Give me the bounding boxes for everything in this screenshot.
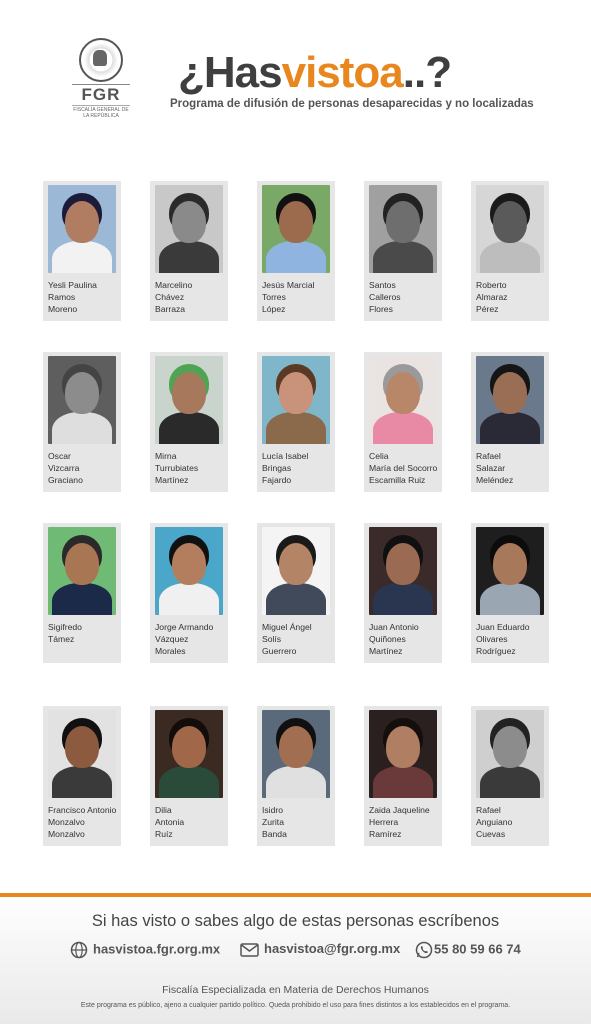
person-photo bbox=[369, 527, 437, 615]
person-name-line: Herrera bbox=[369, 817, 399, 827]
person-name-line: Vizcarra bbox=[48, 463, 80, 473]
person-name-line: Jesús Marcial bbox=[262, 280, 315, 290]
photo-face bbox=[65, 726, 99, 768]
photo-face bbox=[172, 726, 206, 768]
person-photo bbox=[262, 527, 330, 615]
person-name-line: Francisco Antonio bbox=[48, 805, 117, 815]
photo-face bbox=[172, 372, 206, 414]
person-name bbox=[155, 279, 231, 315]
person-photo bbox=[155, 356, 223, 444]
person-photo bbox=[369, 710, 437, 798]
logo-text: FGR bbox=[72, 84, 130, 105]
web-link[interactable]: hasvistoa.fgr.org.mx bbox=[93, 941, 221, 957]
photo-face bbox=[386, 372, 420, 414]
footer-heading: Si has visto o sabes algo de estas personas escríbenos bbox=[91, 912, 500, 930]
person-name bbox=[369, 804, 445, 840]
person-name-line: Guerrero bbox=[262, 646, 297, 656]
photo-face bbox=[65, 543, 99, 585]
person-name bbox=[262, 450, 338, 486]
person-name-line: Sigifredo bbox=[48, 622, 82, 632]
photo-body bbox=[266, 766, 326, 798]
person-card[interactable] bbox=[364, 352, 442, 492]
person-name bbox=[476, 279, 552, 315]
national-seal-icon bbox=[79, 38, 123, 82]
person-card[interactable] bbox=[257, 523, 335, 663]
person-name-line: Pérez bbox=[476, 304, 499, 314]
photo-body bbox=[480, 766, 540, 798]
person-name-line: Celia bbox=[369, 451, 389, 461]
contact-phone[interactable] bbox=[415, 941, 521, 959]
photo-face bbox=[386, 201, 420, 243]
person-name-line: Flores bbox=[369, 304, 393, 314]
person-name bbox=[48, 450, 124, 486]
person-name bbox=[262, 279, 338, 315]
photo-body bbox=[52, 766, 112, 798]
person-card[interactable] bbox=[150, 352, 228, 492]
photo-body bbox=[373, 583, 433, 615]
person-name-line: Cuevas bbox=[476, 829, 506, 839]
photo-face bbox=[493, 201, 527, 243]
photo-face bbox=[65, 372, 99, 414]
person-card[interactable] bbox=[43, 352, 121, 492]
person-photo bbox=[476, 527, 544, 615]
person-card[interactable] bbox=[364, 523, 442, 663]
contact-email[interactable] bbox=[240, 941, 400, 957]
person-photo bbox=[476, 185, 544, 273]
photo-body bbox=[480, 412, 540, 444]
person-card[interactable] bbox=[471, 706, 549, 846]
person-name-line: Olivares bbox=[476, 634, 508, 644]
photo-body bbox=[373, 412, 433, 444]
person-name-line: Miguel Ángel bbox=[262, 622, 312, 632]
photo-face bbox=[386, 726, 420, 768]
person-name-line: Santos bbox=[369, 280, 396, 290]
photo-face bbox=[172, 543, 206, 585]
person-name bbox=[48, 621, 124, 645]
person-photo bbox=[369, 185, 437, 273]
person-photo bbox=[155, 710, 223, 798]
person-name bbox=[476, 450, 552, 486]
person-photo bbox=[369, 356, 437, 444]
person-name-line: Zurita bbox=[262, 817, 284, 827]
person-card[interactable] bbox=[150, 523, 228, 663]
person-name-line: Salazar bbox=[476, 463, 506, 473]
photo-body bbox=[266, 412, 326, 444]
person-name-line: Jorge Armando bbox=[155, 622, 214, 632]
person-name-line: Lucía Isabel bbox=[262, 451, 309, 461]
person-name-line: López bbox=[262, 304, 286, 314]
person-name-line: Meléndez bbox=[476, 475, 514, 485]
person-name-line: Roberto bbox=[476, 280, 507, 290]
person-name bbox=[476, 804, 552, 840]
person-name-line: Ramírez bbox=[369, 829, 402, 839]
person-name-line: Mirna bbox=[155, 451, 177, 461]
person-photo bbox=[48, 527, 116, 615]
person-name bbox=[155, 621, 231, 657]
footer-org: Fiscalía Especializada en Materia de Derechos Humanos bbox=[162, 984, 429, 996]
person-name bbox=[48, 804, 124, 840]
photo-face bbox=[65, 201, 99, 243]
contact-web[interactable] bbox=[70, 941, 220, 959]
person-card[interactable] bbox=[150, 181, 228, 321]
page-title bbox=[178, 48, 451, 98]
person-name-line: Ramos bbox=[48, 292, 76, 302]
person-name bbox=[48, 279, 124, 315]
person-name-line: Dilia bbox=[155, 805, 172, 815]
person-name-line: Graciano bbox=[48, 475, 83, 485]
person-name-line: Támez bbox=[48, 634, 75, 644]
phone-number[interactable]: 55 80 59 66 74 bbox=[434, 941, 521, 957]
photo-body bbox=[266, 583, 326, 615]
photo-face bbox=[493, 543, 527, 585]
fgr-logo bbox=[72, 38, 130, 119]
photo-body bbox=[373, 766, 433, 798]
person-name-line: Turrubiates bbox=[155, 463, 199, 473]
person-card[interactable] bbox=[471, 181, 549, 321]
photo-body bbox=[159, 583, 219, 615]
person-card[interactable] bbox=[257, 352, 335, 492]
person-name-line: Ruíz bbox=[155, 829, 173, 839]
photo-face bbox=[493, 726, 527, 768]
photo-body bbox=[52, 412, 112, 444]
person-name-line: Moreno bbox=[48, 304, 78, 314]
person-name-line: Banda bbox=[262, 829, 287, 839]
photo-face bbox=[279, 372, 313, 414]
mail-icon bbox=[240, 943, 259, 957]
photo-face bbox=[493, 372, 527, 414]
person-card[interactable] bbox=[43, 181, 121, 321]
footer-note: Este programa es público, ajeno a cualquier partido político. Queda prohibido el uso para fines distintos a los establecidos en el programa. bbox=[80, 1002, 511, 1009]
person-card[interactable] bbox=[364, 706, 442, 846]
person-name-line: Antonia bbox=[155, 817, 185, 827]
photo-face bbox=[279, 543, 313, 585]
person-photo bbox=[48, 710, 116, 798]
person-name-line: Rodríguez bbox=[476, 646, 516, 656]
logo-subtext: FISCALÍA GENERAL DE LA REPÚBLICA bbox=[73, 107, 129, 119]
person-name-line: Martínez bbox=[155, 475, 189, 485]
title-part-3: ..? bbox=[402, 48, 452, 97]
person-name-line: Zaida Jaqueline bbox=[369, 805, 430, 815]
photo-body bbox=[52, 583, 112, 615]
person-name-line: Monzalvo bbox=[48, 829, 85, 839]
person-name bbox=[262, 621, 338, 657]
photo-face bbox=[386, 543, 420, 585]
person-name-line: Torres bbox=[262, 292, 286, 302]
person-name-line: Oscar bbox=[48, 451, 71, 461]
person-name-line: Bringas bbox=[262, 463, 292, 473]
person-name-line: Martínez bbox=[369, 646, 403, 656]
person-name-line: Chávez bbox=[155, 292, 185, 302]
person-photo bbox=[476, 356, 544, 444]
person-name bbox=[369, 279, 445, 315]
person-name-line: Juan Antonio bbox=[369, 622, 419, 632]
person-card[interactable] bbox=[257, 706, 335, 846]
person-name-line: Quiñones bbox=[369, 634, 406, 644]
person-name bbox=[476, 621, 552, 657]
person-name bbox=[369, 621, 445, 657]
person-name-line: Morales bbox=[155, 646, 186, 656]
person-name-line: Rafael bbox=[476, 451, 501, 461]
person-card[interactable] bbox=[43, 706, 121, 846]
person-name bbox=[155, 450, 231, 486]
person-name-line: Escamilla Ruiz bbox=[369, 475, 426, 485]
photo-body bbox=[52, 241, 112, 273]
page-subtitle: Programa de difusión de personas desaparecidas y no localizadas bbox=[170, 98, 534, 110]
person-name-line: Solís bbox=[262, 634, 282, 644]
photo-body bbox=[480, 241, 540, 273]
person-card[interactable] bbox=[364, 181, 442, 321]
person-name-line: María del Socorro bbox=[369, 463, 438, 473]
person-card[interactable] bbox=[471, 352, 549, 492]
person-name-line: Yesli Paulina bbox=[48, 280, 97, 290]
photo-body bbox=[159, 412, 219, 444]
email-link[interactable]: hasvistoa@fgr.org.mx bbox=[264, 941, 401, 956]
person-photo bbox=[48, 356, 116, 444]
person-name-line: Juan Eduardo bbox=[476, 622, 530, 632]
person-photo bbox=[262, 356, 330, 444]
title-part-1: ¿Has bbox=[178, 48, 282, 97]
person-name-line: Fajardo bbox=[262, 475, 292, 485]
photo-face bbox=[279, 726, 313, 768]
person-photo bbox=[155, 527, 223, 615]
globe-icon bbox=[70, 941, 88, 959]
person-name-line: Calleros bbox=[369, 292, 401, 302]
person-photo bbox=[476, 710, 544, 798]
person-name-line: Marcelino bbox=[155, 280, 193, 290]
person-name-line: Anguiano bbox=[476, 817, 513, 827]
person-name bbox=[262, 804, 338, 840]
photo-face bbox=[279, 201, 313, 243]
photo-body bbox=[266, 241, 326, 273]
photo-body bbox=[373, 241, 433, 273]
person-card[interactable] bbox=[471, 523, 549, 663]
person-name-line: Vázquez bbox=[155, 634, 189, 644]
photo-body bbox=[159, 241, 219, 273]
footer-divider bbox=[0, 893, 591, 897]
whatsapp-icon bbox=[415, 941, 433, 959]
person-photo bbox=[262, 710, 330, 798]
photo-body bbox=[159, 766, 219, 798]
photo-face bbox=[172, 201, 206, 243]
photo-body bbox=[480, 583, 540, 615]
person-name-line: Barraza bbox=[155, 304, 186, 314]
person-photo bbox=[48, 185, 116, 273]
person-name-line: Monzalvo bbox=[48, 817, 85, 827]
person-name bbox=[369, 450, 445, 486]
person-card[interactable] bbox=[150, 706, 228, 846]
title-part-2: vistoa bbox=[281, 48, 403, 97]
person-name-line: Isidro bbox=[262, 805, 284, 815]
person-photo bbox=[155, 185, 223, 273]
person-name-line: Rafael bbox=[476, 805, 501, 815]
person-card[interactable] bbox=[43, 523, 121, 663]
person-name-line: Almaraz bbox=[476, 292, 508, 302]
person-photo bbox=[262, 185, 330, 273]
person-name bbox=[155, 804, 231, 840]
person-card[interactable] bbox=[257, 181, 335, 321]
